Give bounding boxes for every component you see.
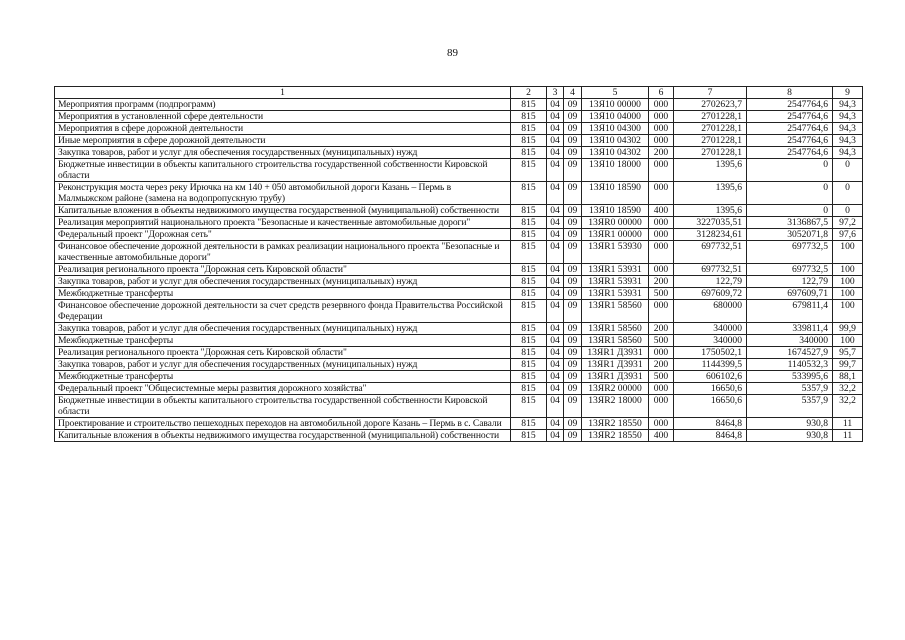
target-article-code: 13ЯR1 58560	[582, 323, 649, 335]
row-name: Бюджетные инвестиции в объекты капитального строительства государственной собственности Кировской области	[55, 159, 511, 182]
row-name: Реализация регионального проекта "Дорожная сеть Кировской области"	[55, 264, 511, 276]
ministry-code: 815	[511, 99, 547, 111]
planned-amount: 2701228,1	[674, 123, 747, 135]
table-body	[55, 99, 863, 442]
ministry-code: 815	[511, 276, 547, 288]
planned-amount: 1395,6	[674, 159, 747, 182]
subsection-code: 09	[564, 395, 582, 418]
row-name: Бюджетные инвестиции в объекты капитального строительства государственной собственности Кировской области	[55, 395, 511, 418]
planned-amount: 606102,6	[674, 371, 747, 383]
execution-percent: 100	[833, 288, 863, 300]
planned-amount: 1395,6	[674, 205, 747, 217]
target-article-code: 13Я10 04302	[582, 147, 649, 159]
planned-amount: 680000	[674, 300, 747, 323]
row-name: Реконструкция моста через реку Ирючка на км 140 + 050 автомобильной дороги Казань – Пермь в Малмыжском районе (замена на водопропускную трубу)	[55, 182, 511, 205]
target-article-code: 13Я10 18000	[582, 159, 649, 182]
subsection-code: 09	[564, 323, 582, 335]
ministry-code: 815	[511, 217, 547, 229]
table-row	[55, 300, 863, 323]
expense-type-code: 000	[649, 182, 674, 205]
executed-amount: 122,79	[747, 276, 833, 288]
target-article-code: 13ЯR1 58560	[582, 300, 649, 323]
section-code: 04	[547, 430, 564, 442]
executed-amount: 2547764,6	[747, 135, 833, 147]
column-header: 6	[649, 87, 674, 99]
executed-amount: 697732,5	[747, 264, 833, 276]
row-name: Проектирование и строительство пешеходных переходов на автомобильной дороге Казань – Пермь в с. Савали	[55, 418, 511, 430]
expense-type-code: 400	[649, 430, 674, 442]
execution-percent: 88,1	[833, 371, 863, 383]
subsection-code: 09	[564, 300, 582, 323]
expense-type-code: 000	[649, 123, 674, 135]
expense-type-code: 500	[649, 371, 674, 383]
executed-amount: 697732,5	[747, 241, 833, 264]
executed-amount: 3052071,8	[747, 229, 833, 241]
subsection-code: 09	[564, 147, 582, 159]
column-header: 1	[55, 87, 511, 99]
planned-amount: 2701228,1	[674, 147, 747, 159]
column-header: 4	[564, 87, 582, 99]
target-article-code: 13ЯR1 Д3931	[582, 371, 649, 383]
planned-amount: 8464,8	[674, 418, 747, 430]
executed-amount: 1674527,9	[747, 347, 833, 359]
executed-amount: 2547764,6	[747, 99, 833, 111]
target-article-code: 13Я10 18590	[582, 182, 649, 205]
column-header: 8	[747, 87, 833, 99]
expense-type-code: 500	[649, 335, 674, 347]
executed-amount: 3136867,5	[747, 217, 833, 229]
execution-percent: 100	[833, 241, 863, 264]
row-name: Закупка товаров, работ и услуг для обеспечения государственных (муниципальных) нужд	[55, 323, 511, 335]
expense-type-code: 000	[649, 383, 674, 395]
subsection-code: 09	[564, 241, 582, 264]
executed-amount: 697609,71	[747, 288, 833, 300]
executed-amount: 2547764,6	[747, 123, 833, 135]
planned-amount: 2702623,7	[674, 99, 747, 111]
column-header: 2	[511, 87, 547, 99]
executed-amount: 5357,9	[747, 383, 833, 395]
table-row	[55, 99, 863, 111]
subsection-code: 09	[564, 276, 582, 288]
ministry-code: 815	[511, 383, 547, 395]
subsection-code: 09	[564, 335, 582, 347]
section-code: 04	[547, 276, 564, 288]
target-article-code: 13ЯR1 Д3931	[582, 347, 649, 359]
executed-amount: 339811,4	[747, 323, 833, 335]
column-header: 5	[582, 87, 649, 99]
execution-percent: 100	[833, 300, 863, 323]
section-code: 04	[547, 241, 564, 264]
target-article-code: 13ЯR1 53930	[582, 241, 649, 264]
subsection-code: 09	[564, 418, 582, 430]
section-code: 04	[547, 217, 564, 229]
target-article-code: 13ЯR1 Д3931	[582, 359, 649, 371]
table-row	[55, 323, 863, 335]
header-row	[55, 87, 863, 99]
table-row	[55, 241, 863, 264]
table-row	[55, 159, 863, 182]
executed-amount: 0	[747, 159, 833, 182]
expense-type-code: 000	[649, 99, 674, 111]
row-name: Мероприятия в сфере дорожной деятельности	[55, 123, 511, 135]
section-code: 04	[547, 359, 564, 371]
executed-amount: 0	[747, 182, 833, 205]
executed-amount: 0	[747, 205, 833, 217]
section-code: 04	[547, 323, 564, 335]
subsection-code: 09	[564, 229, 582, 241]
planned-amount: 340000	[674, 323, 747, 335]
expense-type-code: 000	[649, 395, 674, 418]
table-row	[55, 147, 863, 159]
column-header: 3	[547, 87, 564, 99]
section-code: 04	[547, 347, 564, 359]
section-code: 04	[547, 99, 564, 111]
section-code: 04	[547, 383, 564, 395]
expense-type-code: 200	[649, 276, 674, 288]
subsection-code: 09	[564, 99, 582, 111]
table-row	[55, 276, 863, 288]
row-name: Межбюджетные трансферты	[55, 288, 511, 300]
table-row	[55, 371, 863, 383]
execution-percent: 0	[833, 182, 863, 205]
column-header: 9	[833, 87, 863, 99]
target-article-code: 13Я10 18590	[582, 205, 649, 217]
target-article-code: 13ЯR1 58560	[582, 335, 649, 347]
expense-type-code: 000	[649, 159, 674, 182]
execution-percent: 99,9	[833, 323, 863, 335]
row-name: Иные мероприятия в сфере дорожной деятельности	[55, 135, 511, 147]
row-name: Федеральный проект "Дорожная сеть"	[55, 229, 511, 241]
table-header	[55, 87, 863, 99]
target-article-code: 13ЯR0 00000	[582, 217, 649, 229]
planned-amount: 3227035,51	[674, 217, 747, 229]
expense-type-code: 200	[649, 359, 674, 371]
planned-amount: 1750502,1	[674, 347, 747, 359]
subsection-code: 09	[564, 383, 582, 395]
target-article-code: 13Я10 04300	[582, 123, 649, 135]
table-row	[55, 383, 863, 395]
ministry-code: 815	[511, 323, 547, 335]
planned-amount: 122,79	[674, 276, 747, 288]
row-name: Закупка товаров, работ и услуг для обеспечения государственных (муниципальных) нужд	[55, 359, 511, 371]
target-article-code: 13Я10 04000	[582, 111, 649, 123]
expense-type-code: 000	[649, 347, 674, 359]
execution-percent: 97,6	[833, 229, 863, 241]
ministry-code: 815	[511, 264, 547, 276]
expense-type-code: 000	[649, 264, 674, 276]
subsection-code: 09	[564, 217, 582, 229]
row-name: Закупка товаров, работ и услуг для обеспечения государственных (муниципальных) нужд	[55, 276, 511, 288]
target-article-code: 13ЯR2 18000	[582, 395, 649, 418]
execution-percent: 32,2	[833, 383, 863, 395]
subsection-code: 09	[564, 288, 582, 300]
execution-percent: 100	[833, 264, 863, 276]
executed-amount: 2547764,6	[747, 147, 833, 159]
ministry-code: 815	[511, 359, 547, 371]
target-article-code: 13ЯR2 18550	[582, 418, 649, 430]
execution-percent: 99,7	[833, 359, 863, 371]
executed-amount: 533995,6	[747, 371, 833, 383]
execution-percent: 0	[833, 205, 863, 217]
table-row	[55, 418, 863, 430]
planned-amount: 340000	[674, 335, 747, 347]
executed-amount: 340000	[747, 335, 833, 347]
subsection-code: 09	[564, 205, 582, 217]
expense-type-code: 200	[649, 147, 674, 159]
planned-amount: 1395,6	[674, 182, 747, 205]
subsection-code: 09	[564, 430, 582, 442]
row-name: Мероприятия программ (подпрограмм)	[55, 99, 511, 111]
execution-percent: 100	[833, 276, 863, 288]
ministry-code: 815	[511, 159, 547, 182]
section-code: 04	[547, 335, 564, 347]
planned-amount: 697609,72	[674, 288, 747, 300]
ministry-code: 815	[511, 147, 547, 159]
row-name: Межбюджетные трансферты	[55, 371, 511, 383]
ministry-code: 815	[511, 135, 547, 147]
subsection-code: 09	[564, 123, 582, 135]
table-row	[55, 217, 863, 229]
row-name: Финансовое обеспечение дорожной деятельности в рамках реализации национального проекта "Безопасные и качественные автомобильные дороги"	[55, 241, 511, 264]
executed-amount: 930,8	[747, 430, 833, 442]
execution-percent: 94,3	[833, 99, 863, 111]
row-name: Капитальные вложения в объекты недвижимого имущества государственной (муниципальной) собственности	[55, 430, 511, 442]
row-name: Реализация регионального проекта "Дорожная сеть Кировской области"	[55, 347, 511, 359]
execution-percent: 100	[833, 335, 863, 347]
executed-amount: 5357,9	[747, 395, 833, 418]
ministry-code: 815	[511, 371, 547, 383]
target-article-code: 13ЯR2 00000	[582, 383, 649, 395]
section-code: 04	[547, 205, 564, 217]
ministry-code: 815	[511, 182, 547, 205]
section-code: 04	[547, 147, 564, 159]
planned-amount: 3128234,61	[674, 229, 747, 241]
table-row	[55, 264, 863, 276]
ministry-code: 815	[511, 418, 547, 430]
ministry-code: 815	[511, 395, 547, 418]
planned-amount: 697732,51	[674, 264, 747, 276]
table-row	[55, 135, 863, 147]
execution-percent: 97,2	[833, 217, 863, 229]
column-header: 7	[674, 87, 747, 99]
page-number: 89	[447, 47, 458, 59]
expense-type-code: 200	[649, 323, 674, 335]
expense-type-code: 000	[649, 418, 674, 430]
row-name: Финансовое обеспечение дорожной деятельности за счет средств резервного фонда Правительства Российской Федерации	[55, 300, 511, 323]
budget-table	[54, 86, 863, 442]
expense-type-code: 400	[649, 205, 674, 217]
row-name: Федеральный проект "Общесистемные меры развития дорожного хозяйства"	[55, 383, 511, 395]
expense-type-code: 000	[649, 300, 674, 323]
ministry-code: 815	[511, 430, 547, 442]
section-code: 04	[547, 135, 564, 147]
expense-type-code: 000	[649, 135, 674, 147]
expense-type-code: 500	[649, 288, 674, 300]
row-name: Межбюджетные трансферты	[55, 335, 511, 347]
target-article-code: 13Я10 04302	[582, 135, 649, 147]
ministry-code: 815	[511, 347, 547, 359]
section-code: 04	[547, 159, 564, 182]
expense-type-code: 000	[649, 241, 674, 264]
planned-amount: 8464,8	[674, 430, 747, 442]
subsection-code: 09	[564, 264, 582, 276]
section-code: 04	[547, 395, 564, 418]
section-code: 04	[547, 111, 564, 123]
planned-amount: 16650,6	[674, 395, 747, 418]
ministry-code: 815	[511, 288, 547, 300]
expense-type-code: 000	[649, 229, 674, 241]
planned-amount: 1144399,5	[674, 359, 747, 371]
table-row	[55, 111, 863, 123]
execution-percent: 11	[833, 418, 863, 430]
execution-percent: 94,3	[833, 147, 863, 159]
execution-percent: 32,2	[833, 395, 863, 418]
section-code: 04	[547, 300, 564, 323]
table-row	[55, 395, 863, 418]
subsection-code: 09	[564, 182, 582, 205]
row-name: Реализация мероприятий национального проекта "Безопасные и качественные автомобильные дороги"	[55, 217, 511, 229]
ministry-code: 815	[511, 241, 547, 264]
planned-amount: 697732,51	[674, 241, 747, 264]
row-name: Мероприятия в установленной сфере деятельности	[55, 111, 511, 123]
target-article-code: 13ЯR1 00000	[582, 229, 649, 241]
planned-amount: 16650,6	[674, 383, 747, 395]
ministry-code: 815	[511, 111, 547, 123]
expense-type-code: 000	[649, 217, 674, 229]
execution-percent: 11	[833, 430, 863, 442]
row-name: Капитальные вложения в объекты недвижимого имущества государственной (муниципальной) собственности	[55, 205, 511, 217]
subsection-code: 09	[564, 135, 582, 147]
executed-amount: 930,8	[747, 418, 833, 430]
executed-amount: 1140532,3	[747, 359, 833, 371]
table-row	[55, 347, 863, 359]
target-article-code: 13Я10 00000	[582, 99, 649, 111]
expense-type-code: 000	[649, 111, 674, 123]
table-row	[55, 359, 863, 371]
execution-percent: 94,3	[833, 123, 863, 135]
section-code: 04	[547, 418, 564, 430]
execution-percent: 94,3	[833, 111, 863, 123]
subsection-code: 09	[564, 347, 582, 359]
table-row	[55, 430, 863, 442]
execution-percent: 95,7	[833, 347, 863, 359]
subsection-code: 09	[564, 159, 582, 182]
planned-amount: 2701228,1	[674, 111, 747, 123]
table-row	[55, 182, 863, 205]
ministry-code: 815	[511, 123, 547, 135]
executed-amount: 679811,4	[747, 300, 833, 323]
ministry-code: 815	[511, 335, 547, 347]
target-article-code: 13ЯR1 53931	[582, 288, 649, 300]
section-code: 04	[547, 229, 564, 241]
table-row	[55, 229, 863, 241]
executed-amount: 2547764,6	[747, 111, 833, 123]
section-code: 04	[547, 288, 564, 300]
table-row	[55, 205, 863, 217]
table-row	[55, 335, 863, 347]
section-code: 04	[547, 182, 564, 205]
target-article-code: 13ЯR1 53931	[582, 276, 649, 288]
execution-percent: 94,3	[833, 135, 863, 147]
table-row	[55, 123, 863, 135]
ministry-code: 815	[511, 300, 547, 323]
subsection-code: 09	[564, 371, 582, 383]
planned-amount: 2701228,1	[674, 135, 747, 147]
subsection-code: 09	[564, 359, 582, 371]
ministry-code: 815	[511, 229, 547, 241]
row-name: Закупка товаров, работ и услуг для обеспечения государственных (муниципальных) нужд	[55, 147, 511, 159]
subsection-code: 09	[564, 111, 582, 123]
target-article-code: 13ЯR2 18550	[582, 430, 649, 442]
ministry-code: 815	[511, 205, 547, 217]
table-row	[55, 288, 863, 300]
section-code: 04	[547, 371, 564, 383]
section-code: 04	[547, 264, 564, 276]
target-article-code: 13ЯR1 53931	[582, 264, 649, 276]
section-code: 04	[547, 123, 564, 135]
execution-percent: 0	[833, 159, 863, 182]
